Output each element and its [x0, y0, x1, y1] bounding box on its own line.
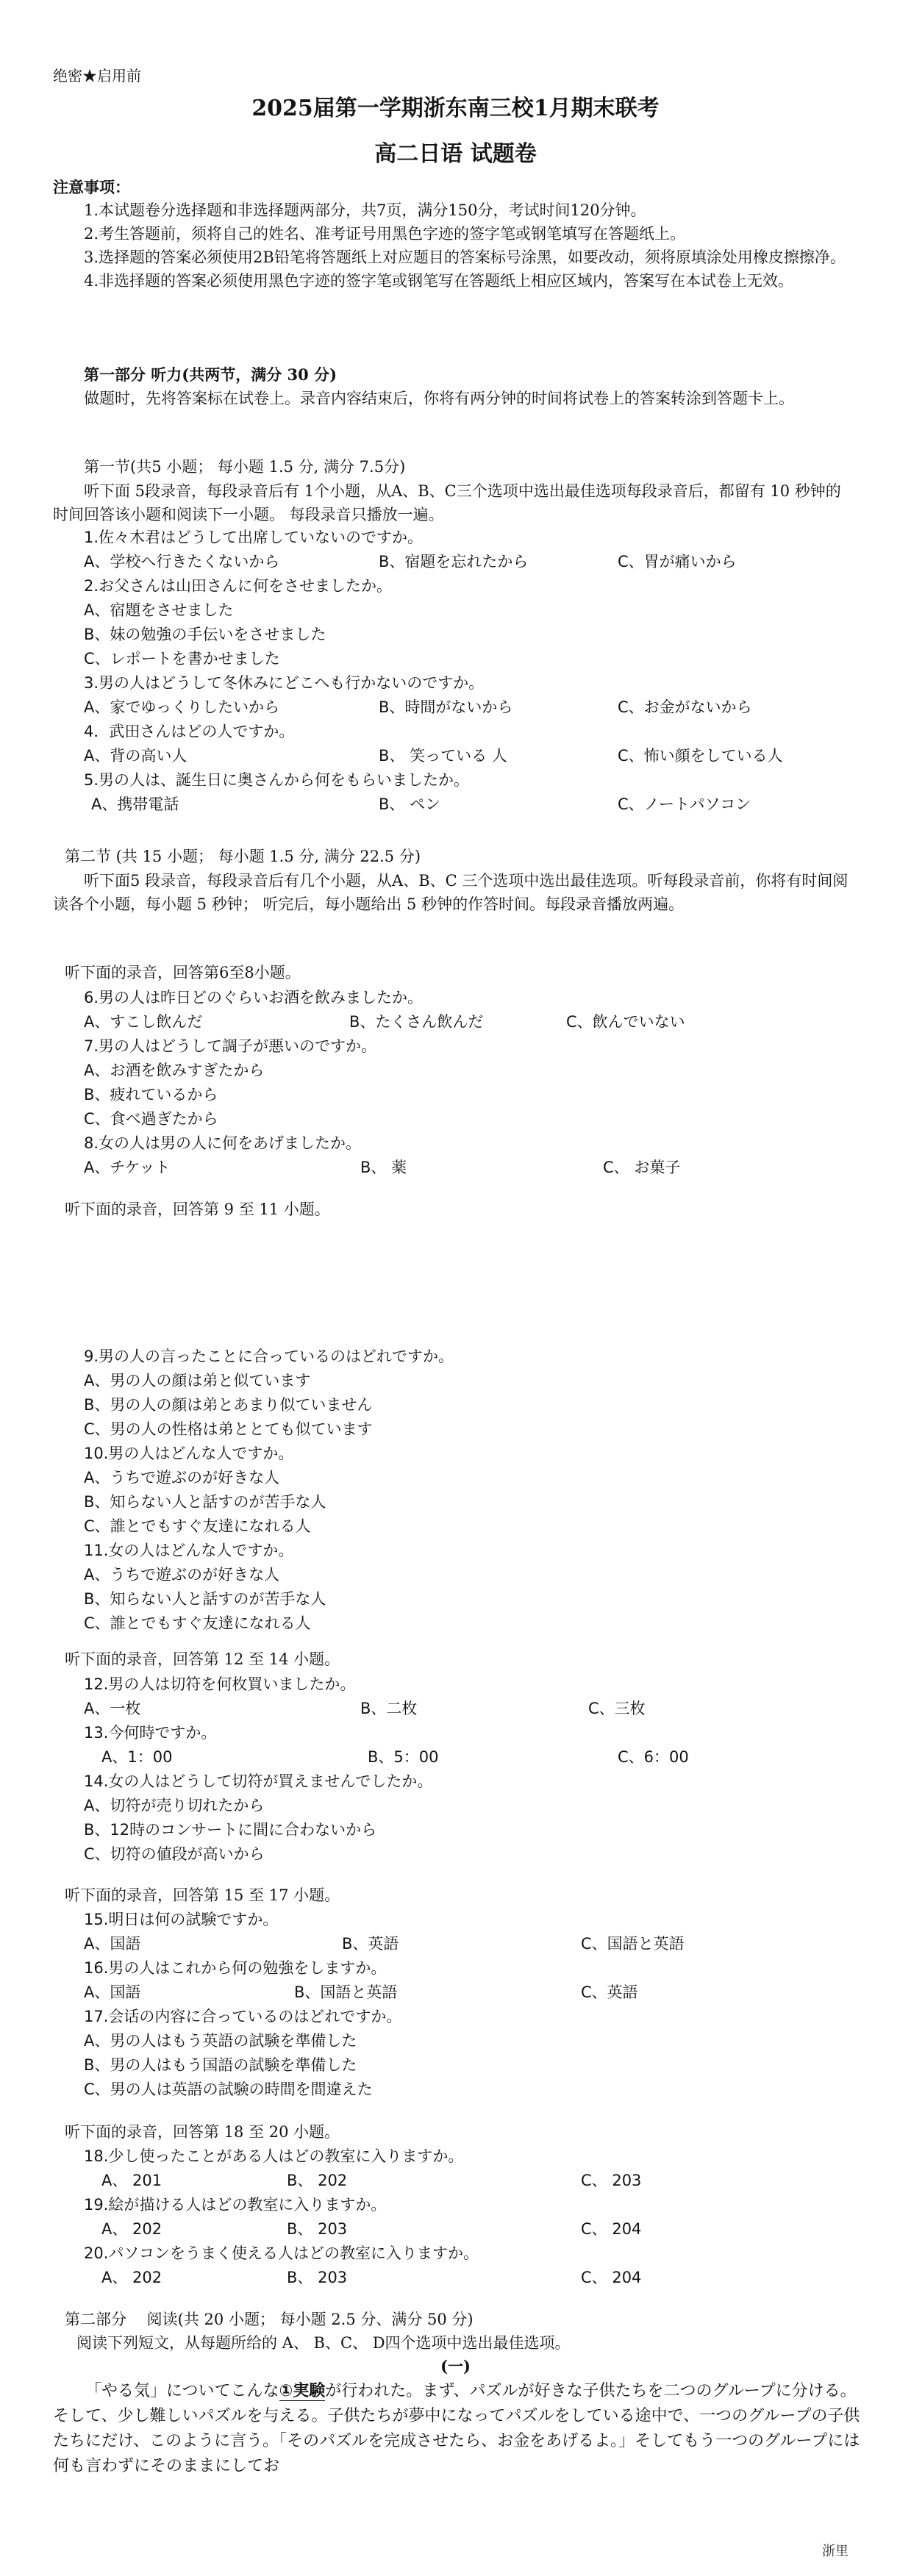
question-7: 7.男の人はどうして調子が悪いのですか。	[84, 1037, 377, 1055]
q14-option-c: C、切符の値段が高いから	[84, 1845, 265, 1863]
q9-option-c: C、男の人の性格は弟ととても似ています	[84, 1420, 373, 1438]
q11-option-b: B、知らない人と話すのが苦手な人	[84, 1590, 326, 1608]
q2-option-b: B、妹の勉強の手伝いをさせました	[84, 626, 326, 643]
exam-title: 2025届第一学期浙东南三校1月期末联考	[251, 96, 660, 121]
question-6: 6.男の人は昨日どのぐらいお酒を飲みましたか。	[84, 989, 424, 1006]
q5-option-c: C、ノートパソコン	[618, 795, 751, 813]
q17-option-b: B、男の人はもう国語の試験を準備した	[84, 2056, 357, 2074]
passage-text-rest: が行われた。まず、パズルが好きな子供たちを二つのグループに分ける。そして、少し難しいパズルを与える。子供たちが夢中になってパズルをしている途中で、一つのグループの子供たちにだけ、このように言う。「そのパズルを完成させたら、お金をあげるよ。」そしてもう一つのグループには何も言わずにそのままにしてお	[53, 2382, 860, 2475]
question-16: 16.男の人はこれから何の勉強をしますか。	[84, 1959, 387, 1977]
q12-option-a: A、一枚	[84, 1700, 141, 1717]
q3-option-a: A、家でゆっくりしたいから	[84, 698, 280, 716]
q7-option-a: A、お酒を飲みすぎたから	[84, 1062, 265, 1079]
question-9: 9.男の人の言ったことに合っているのはどれですか。	[84, 1348, 454, 1365]
q5-option-b: B、 ペン	[379, 795, 441, 813]
q13-option-b: B、5：00	[368, 1748, 439, 1766]
q20-option-b: B、 203	[287, 2269, 348, 2286]
exam-subtitle: 高二日语 试题卷	[374, 141, 537, 167]
section2-intro: 听下面5 段录音，每段录音后有几个小题，从A、B、C 三个选项中选出最佳选项。听每段录音前，你将有时间阅读各个小题，每小题 5 秒钟； 听完后，每小题给出 5 秒钟的作答时间。每段录音播放两遍。	[53, 872, 849, 913]
section2-heading: 第二节 (共 15 小题； 每小题 1.5 分, 满分 22.5 分)	[65, 848, 421, 865]
question-3: 3.男の人はどうして冬休みにどこへも行かないのですか。	[84, 674, 485, 692]
q17-option-c: C、男の人は英語の試験の時間を間違えた	[84, 2081, 373, 2098]
question-13: 13.今何時ですか。	[84, 1724, 217, 1742]
q13-option-a: A、1：00	[101, 1748, 173, 1766]
q1-option-b: B、宿題を忘れたから	[379, 553, 529, 570]
q3-option-b: B、時間がないから	[379, 698, 513, 716]
q10-option-b: B、知らない人と話すのが苦手な人	[84, 1493, 326, 1511]
q14-option-b: B、12時のコンサートに間に合わないから	[84, 1821, 377, 1839]
q16-option-b: B、国語と英語	[294, 1983, 398, 2001]
q19-option-b: B、 203	[287, 2220, 348, 2238]
q4-option-a: A、背の高い人	[84, 747, 187, 765]
question-8: 8.女の人は男の人に何をあげましたか。	[84, 1134, 362, 1152]
section1-heading: 第一节(共5 小题； 每小题 1.5 分, 满分 7.5分)	[84, 458, 406, 476]
q7-option-b: B、疲れているから	[84, 1086, 218, 1103]
part1-heading: 第一部分 听力(共两节，满分 30 分)	[84, 365, 337, 384]
q18-option-c: C、 203	[581, 2172, 642, 2189]
note-item: 2.考生答题前，须将自己的姓名、准考证号用黑色字迹的签字笔或钢笔填写在答题纸上。	[84, 225, 686, 243]
question-18: 18.少し使ったことがある人はどの教室に入りますか。	[84, 2147, 464, 2165]
q2-option-a: A、宿題をさせました	[84, 601, 234, 619]
listen-18-20: 听下面的录音，回答第 18 至 20 小题。	[65, 2123, 340, 2141]
q4-option-c: C、怖い顔をしている人	[618, 747, 783, 765]
footer-mark: 浙里	[822, 2544, 849, 2559]
question-15: 15.明日は何の試験ですか。	[84, 1911, 279, 1928]
note-item: 4.非选择题的答案必须使用黑色字迹的签字笔或钢笔写在答题纸上相应区域内，答案写在本试卷上无效。	[84, 272, 794, 290]
q5-option-a: A、携帯電話	[91, 795, 179, 813]
question-14: 14.女の人はどうして切符が買えませんでしたか。	[84, 1772, 433, 1790]
q11-option-c: C、誰とでもすぐ友達になれる人	[84, 1614, 311, 1632]
q12-option-c: C、三枚	[588, 1700, 646, 1717]
q16-option-c: C、英語	[581, 1983, 638, 2001]
question-17: 17.会话の内容に合っているのはどれですか。	[84, 2008, 402, 2025]
q8-option-b: B、 薬	[360, 1159, 407, 1176]
listen-6-8: 听下面的录音，回答第6至8小题。	[65, 964, 301, 981]
q1-option-a: A、学校へ行きたくないから	[84, 553, 280, 570]
q8-option-a: A、チケット	[84, 1159, 171, 1176]
q9-option-b: B、男の人の顔は弟とあまり似ていません	[84, 1396, 373, 1414]
part2-heading: 第二部分 阅读(共 20 小题； 每小题 2.5 分、满分 50 分)	[65, 2311, 474, 2328]
part1-intro: 做题时，先将答案标在试卷上。录音内容结束后，你将有两分钟的时间将试卷上的答案转涂到答题卡上。	[84, 390, 794, 407]
question-12: 12.男の人は切符を何枚買いましたか。	[84, 1675, 356, 1693]
section1-intro: 听下面 5段录音，每段录音后有 1个小题，从A、B、C三个选项中选出最佳选项每段录音后，都留有 10 秒钟的时间回答该小题和阅读下一小题。 每段录音只播放一遍。	[53, 482, 841, 523]
passage-number: (一)	[440, 2357, 471, 2375]
q14-option-a: A、切符が売り切れたから	[84, 1797, 265, 1814]
part2-intro: 阅读下列短文，从每题所给的 A、 B、C、 D四个选项中选出最佳选项。	[76, 2334, 571, 2352]
q15-option-b: B、英語	[342, 1935, 399, 1953]
question-2: 2.お父さんは山田さんに何をさせましたか。	[84, 577, 393, 595]
q15-option-c: C、国語と英語	[581, 1935, 685, 1953]
question-11: 11.女の人はどんな人ですか。	[84, 1542, 294, 1559]
confidential-label: 绝密★启用前	[53, 67, 141, 85]
q13-option-c: C、6：00	[618, 1748, 689, 1766]
q19-option-a: A、 202	[101, 2220, 162, 2238]
q10-option-c: C、誰とでもすぐ友達になれる人	[84, 1517, 311, 1535]
q19-option-c: C、 204	[581, 2220, 642, 2238]
question-19: 19.絵が描ける人はどの教室に入りますか。	[84, 2196, 387, 2214]
q9-option-a: A、男の人の顔は弟と似ています	[84, 1372, 311, 1389]
q10-option-a: A、うちで遊ぶのが好きな人	[84, 1469, 280, 1486]
notes-list	[53, 198, 854, 293]
q6-option-c: C、飲んでいない	[566, 1013, 685, 1031]
q17-option-a: A、男の人はもう英語の試験を準備した	[84, 2032, 357, 2050]
q6-option-b: B、たくさん飲んだ	[349, 1013, 484, 1031]
listen-9-11: 听下面的录音，回答第 9 至 11 小题。	[65, 1201, 330, 1218]
q18-option-a: A、 201	[101, 2172, 162, 2189]
passage-1-text	[53, 2379, 862, 2479]
q18-option-b: B、 202	[287, 2172, 348, 2189]
q16-option-a: A、国語	[84, 1983, 141, 2001]
q4-option-b: B、 笑っている 人	[379, 747, 507, 765]
q20-option-a: A、 202	[101, 2269, 162, 2286]
q15-option-a: A、国語	[84, 1935, 141, 1953]
question-5: 5.男の人は、誕生日に奥さんから何をもらいましたか。	[84, 771, 470, 789]
q8-option-c: C、 お菓子	[603, 1159, 681, 1176]
note-item: 3.选择题的答案必须使用2B铅笔将答题纸上对应题目的答案标号涂黑，如要改动，须将原填涂处用橡皮擦擦净。	[84, 248, 846, 266]
q3-option-c: C、お金がないから	[618, 698, 752, 716]
underlined-term-experiment: ①実験	[279, 2382, 326, 2400]
listen-15-17: 听下面的录音，回答第 15 至 17 小题。	[65, 1886, 340, 1904]
question-20: 20.パソコンをうまく使える人はどの教室に入りますか。	[84, 2244, 479, 2262]
q20-option-c: C、 204	[581, 2269, 642, 2286]
question-10: 10.男の人はどんな人ですか。	[84, 1445, 294, 1462]
note-item: 1.本试题卷分选择题和非选择题两部分，共7页，满分150分，考试时间120分钟。	[84, 201, 646, 219]
q6-option-a: A、すこし飲んだ	[84, 1013, 203, 1031]
q11-option-a: A、うちで遊ぶのが好きな人	[84, 1566, 280, 1584]
listen-12-14: 听下面的录音，回答第 12 至 14 小题。	[65, 1650, 340, 1668]
question-4: 4．武田さんはどの人ですか。	[84, 723, 295, 740]
notes-title: 注意事项：	[53, 178, 130, 196]
q12-option-b: B、二枚	[360, 1700, 418, 1717]
q7-option-c: C、食べ過ぎたから	[84, 1110, 218, 1128]
q1-option-c: C、胃が痛いから	[618, 553, 737, 570]
passage-text-start: 「やる気」についてこんな	[85, 2382, 279, 2400]
question-1: 1.佐々木君はどうして出席していないのですか。	[84, 529, 424, 546]
q2-option-c: C、レポートを書かせました	[84, 650, 280, 668]
